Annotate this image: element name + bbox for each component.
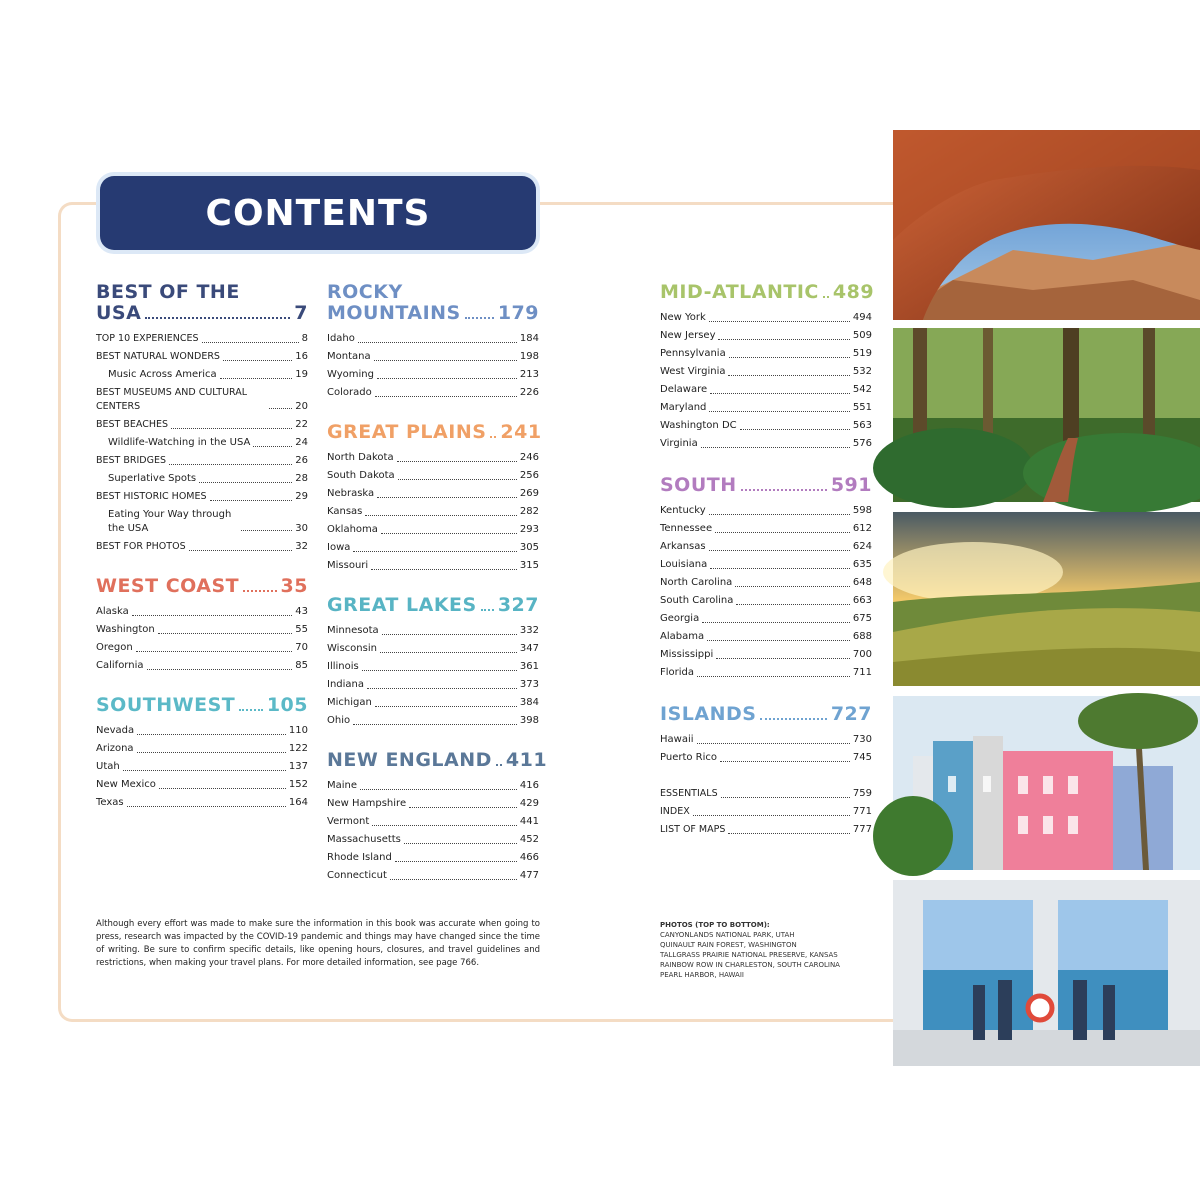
column-2: [327, 281, 548, 903]
toc-entry[interactable]: Idaho 184: [327, 333, 539, 344]
section-title: WEST COAST 35: [96, 575, 308, 597]
toc-entry[interactable]: Washington 55: [96, 624, 308, 635]
toc-entry[interactable]: BEST FOR PHOTOS 32: [96, 541, 308, 552]
toc-entry[interactable]: North Carolina 648: [660, 577, 872, 588]
column-1: [96, 282, 308, 830]
section-title-line1: BEST OF THE: [96, 281, 240, 303]
toc-entry[interactable]: LIST OF MAPS 777: [660, 824, 872, 835]
section-great-plains: [327, 421, 542, 575]
toc-entry[interactable]: Pennsylvania 519: [660, 348, 872, 359]
toc-entry[interactable]: Minnesota 332: [327, 625, 539, 636]
credit-line: CANYONLANDS NATIONAL PARK, UTAH: [660, 931, 795, 939]
toc-entry[interactable]: Iowa 305: [327, 542, 539, 553]
toc-entry[interactable]: BEST HISTORIC HOMES 29: [96, 491, 308, 502]
toc-entry[interactable]: Montana 198: [327, 351, 539, 362]
photo-credits: [660, 920, 840, 980]
section-title: GREAT LAKES 327: [327, 594, 539, 616]
section-south: [660, 475, 872, 682]
toc-entry[interactable]: Alaska 43: [96, 606, 308, 617]
toc-entry[interactable]: California 85: [96, 660, 308, 671]
toc-entry[interactable]: ESSENTIALS 759: [660, 788, 872, 799]
toc-entry[interactable]: New Jersey 509: [660, 330, 872, 341]
toc-entry[interactable]: Connecticut 477: [327, 870, 539, 881]
toc-entry[interactable]: Puerto Rico 745: [660, 752, 872, 763]
section-islands: [660, 704, 872, 767]
section-rocky-mountains: [327, 282, 539, 402]
toc-entry[interactable]: Massachusetts 452: [327, 834, 539, 845]
rain-forest-photo: [893, 328, 1200, 502]
toc-entry[interactable]: TOP 10 EXPERIENCES 8: [96, 333, 308, 344]
prairie-sunset-photo: [893, 512, 1200, 686]
section-title: MID-ATLANTIC 489: [660, 281, 875, 303]
toc-entry[interactable]: Georgia 675: [660, 613, 872, 624]
credits-heading: PHOTOS (TOP TO BOTTOM):: [660, 921, 770, 929]
toc-entry[interactable]: New York 494: [660, 312, 872, 323]
section-best-of-usa: [96, 282, 308, 556]
section-title: GREAT PLAINS 241: [327, 421, 542, 443]
toc-entry[interactable]: Mississippi 700: [660, 649, 872, 660]
toc-entry[interactable]: New Hampshire 429: [327, 798, 539, 809]
toc-entry[interactable]: Arkansas 624: [660, 541, 872, 552]
dot-leader: [145, 317, 290, 319]
toc-entry[interactable]: BEST MUSEUMS AND CULTURAL CENTERS 20: [96, 387, 308, 412]
toc-entry[interactable]: Colorado 226: [327, 387, 539, 398]
toc-entry[interactable]: Utah 137: [96, 761, 308, 772]
toc-entry[interactable]: Music Across America 19: [108, 369, 308, 380]
toc-entry[interactable]: South Carolina 663: [660, 595, 872, 606]
toc-entry[interactable]: West Virginia 532: [660, 366, 872, 377]
toc-entry[interactable]: North Dakota 246: [327, 452, 539, 463]
toc-entry[interactable]: Washington DC 563: [660, 420, 872, 431]
section-title: NEW ENGLAND 411: [327, 749, 548, 771]
toc-entry[interactable]: BEST BEACHES 22: [96, 419, 308, 430]
toc-entry[interactable]: Vermont 441: [327, 816, 539, 827]
toc-entry[interactable]: Illinois 361: [327, 661, 539, 672]
toc-entry[interactable]: New Mexico 152: [96, 779, 308, 790]
toc-entry[interactable]: Texas 164: [96, 797, 308, 808]
section-page: 7: [294, 302, 308, 324]
toc-entry[interactable]: Rhode Island 466: [327, 852, 539, 863]
pearl-harbor-photo: [893, 880, 1200, 1066]
toc-entry[interactable]: INDEX 771: [660, 806, 872, 817]
section-back-matter: [660, 785, 872, 839]
toc-entry[interactable]: Tennessee 612: [660, 523, 872, 534]
toc-entry[interactable]: Virginia 576: [660, 438, 872, 449]
section-great-lakes: [327, 595, 539, 730]
toc-entry[interactable]: Missouri 315: [327, 560, 539, 571]
toc-entry[interactable]: Maryland 551: [660, 402, 872, 413]
toc-entry[interactable]: Kansas 282: [327, 506, 539, 517]
toc-entry[interactable]: Hawaii 730: [660, 734, 872, 745]
toc-entry[interactable]: Alabama 688: [660, 631, 872, 642]
section-title-line1: ROCKY: [327, 281, 403, 303]
credit-line: PEARL HARBOR, HAWAII: [660, 971, 744, 979]
section-mid-atlantic: [660, 281, 875, 453]
canyonlands-arch-photo: [893, 130, 1200, 320]
rainbow-row-photo: [893, 696, 1200, 870]
toc-entry[interactable]: Maine 416: [327, 780, 539, 791]
toc-entry[interactable]: Superlative Spots 28: [108, 473, 308, 484]
covid-disclaimer: Although every effort was made to make sure the information in this book was accurate when going to press, research was impacted by the COVID-19 pandemic and things may have changed since the time of writing. Be sure to confirm specific details, like opening hours, closures, and travel guidelines and restrictions, when making your travel plans. For more detailed information, see page 766.: [96, 919, 540, 968]
section-title: ISLANDS 727: [660, 703, 872, 725]
toc-entry[interactable]: Kentucky 598: [660, 505, 872, 516]
toc-entry[interactable]: Delaware 542: [660, 384, 872, 395]
section-title: SOUTHWEST 105: [96, 694, 308, 716]
credit-line: RAINBOW ROW IN CHARLESTON, SOUTH CAROLINA: [660, 961, 840, 969]
section-new-england: [327, 749, 548, 885]
toc-entry[interactable]: Oklahoma 293: [327, 524, 539, 535]
toc-entry[interactable]: BEST NATURAL WONDERS 16: [96, 351, 308, 362]
section-title: USA 7: [96, 302, 308, 324]
toc-entry[interactable]: Indiana 373: [327, 679, 539, 690]
toc-entry[interactable]: Wildlife-Watching in the USA 24: [108, 437, 308, 448]
toc-entry[interactable]: Wisconsin 347: [327, 643, 539, 654]
toc-entry[interactable]: Wyoming 213: [327, 369, 539, 380]
section-southwest: [96, 695, 308, 812]
credit-line: TALLGRASS PRAIRIE NATIONAL PRESERVE, KANSAS: [660, 951, 838, 959]
toc-entry[interactable]: South Dakota 256: [327, 470, 539, 481]
section-title: MOUNTAINS 179: [327, 302, 539, 324]
page-title: CONTENTS: [205, 192, 431, 234]
toc-entry[interactable]: Michigan 384: [327, 697, 539, 708]
toc-entry[interactable]: Eating Your Way through the USA 30: [108, 509, 308, 534]
section-title: SOUTH 591: [660, 474, 872, 496]
credit-line: QUINAULT RAIN FOREST, WASHINGTON: [660, 941, 797, 949]
section-west-coast: [96, 576, 308, 675]
toc-entry[interactable]: Arizona 122: [96, 743, 308, 754]
toc-entry[interactable]: BEST BRIDGES 26: [96, 455, 308, 466]
toc-entry[interactable]: Ohio 398: [327, 715, 539, 726]
toc-entry[interactable]: Nevada 110: [96, 725, 308, 736]
toc-entry[interactable]: Oregon 70: [96, 642, 308, 653]
column-3: [660, 281, 875, 857]
toc-entry[interactable]: Louisiana 635: [660, 559, 872, 570]
toc-entry[interactable]: Nebraska 269: [327, 488, 539, 499]
toc-entry[interactable]: Florida 711: [660, 667, 872, 678]
contents-banner: [100, 176, 536, 250]
